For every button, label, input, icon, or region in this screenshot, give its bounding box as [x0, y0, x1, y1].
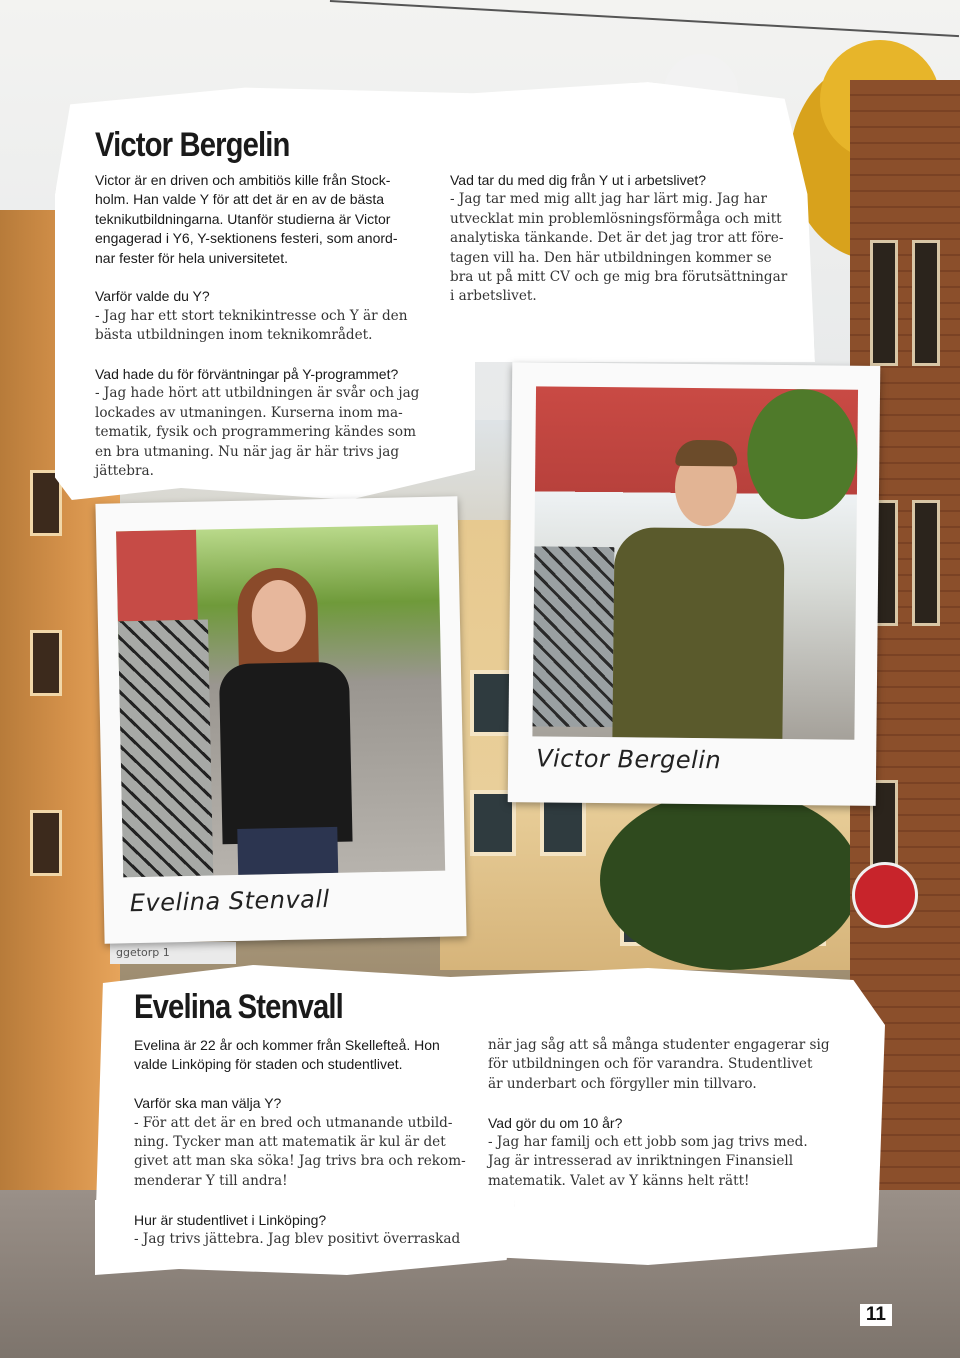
- evelina-intro-line: Evelina är 22 år och kommer från Skellefteå. Hon: [134, 1037, 440, 1053]
- victor-intro: [95, 171, 435, 268]
- tree-middle: [600, 790, 860, 970]
- evelina-answer-1-line: - För att det är en bred och utmanande utbild-: [134, 1114, 453, 1131]
- evelina-question-3: Vad gör du om 10 år?: [488, 1114, 623, 1131]
- victor-intro-line: engagerad i Y6, Y-sektionens festeri, som anord-: [95, 230, 398, 247]
- victor-answer-2-line: jättebra.: [95, 463, 154, 480]
- victor-intro-line: holm. Han valde Y för att det är en av de bästa: [95, 191, 384, 208]
- evelina-answer-1-line: givet att man ska söka! Jag trivs bra och rekom-: [134, 1153, 466, 1170]
- victor-intro-line: nar fester för hela universitetet.: [95, 249, 288, 266]
- evelina-polaroid: [95, 496, 466, 943]
- evelina-answer-2-line: - Jag trivs jättebra. Jag blev positivt överraskad: [134, 1231, 461, 1248]
- victor-answer-3-line: analytiska tänkande. Det är det jag tror att före-: [450, 230, 784, 247]
- trees: [747, 389, 858, 520]
- victor-answer-1-line: - Jag har ett stort teknikintresse och Y är den: [95, 307, 408, 324]
- victor-intro-line: Victor är en driven och ambitiös kille från Stock-: [95, 172, 391, 188]
- victor-answer-3-line: i arbetslivet.: [450, 288, 537, 305]
- victor-left-column: [95, 171, 435, 481]
- victor-answer-2-line: - Jag hade hört att utbildningen är svår och jag: [95, 385, 420, 402]
- bicycles: [533, 546, 615, 727]
- victor-question-2: Vad hade du för förväntningar på Y-programmet?: [95, 366, 399, 383]
- evelina-answer-2-continued-line: när jag såg att så många studenter engagerar sig: [488, 1037, 830, 1053]
- coca-cola-sign: [852, 862, 918, 928]
- evelina-question-2: Hur är studentlivet i Linköping?: [134, 1211, 327, 1228]
- victor-question-1: Varför valde du Y?: [95, 288, 210, 305]
- person-top: [219, 662, 353, 845]
- victor-answer-3-line: utvecklat min problemlösningsförmåga och mitt: [450, 210, 782, 227]
- evelina-answer-3-line: Jag är intresserad av inriktningen Finansiell: [488, 1153, 794, 1170]
- building: [116, 530, 198, 622]
- person-sweater: [612, 527, 784, 739]
- bicycles: [118, 620, 213, 878]
- evelina-right-column: [488, 1036, 833, 1191]
- evelina-intro-line: valde Linköping för staden och studentlivet.: [134, 1056, 403, 1073]
- victor-answer-3-line: tagen vill ha. Den här utbildningen kommer se: [450, 249, 772, 266]
- evelina-photo-caption: Evelina Stenvall: [129, 885, 330, 918]
- person-hair: [675, 440, 737, 467]
- evelina-answer-1-line: menderar Y till andra!: [134, 1172, 288, 1189]
- victor-photo: [532, 386, 858, 739]
- person-jeans: [237, 827, 338, 875]
- evelina-answer-2-continued-line: är underbart och förgyller min tillvaro.: [488, 1075, 757, 1092]
- evelina-name-heading: Evelina Stenvall: [134, 988, 343, 1026]
- victor-intro-line: teknikutbildningarna. Utanför studierna är Victor: [95, 210, 391, 227]
- victor-question-3: Vad tar du med dig från Y ut i arbetslivet?: [450, 172, 707, 188]
- evelina-answer-3-line: - Jag har familj och ett jobb som jag trivs med.: [488, 1134, 808, 1151]
- victor-name-heading: Victor Bergelin: [95, 126, 290, 164]
- evelina-photo: [116, 525, 445, 878]
- shop-sign-text: ggetorp 1: [116, 946, 170, 959]
- evelina-answer-2-continued-line: för utbildningen och för varandra. Studentlivet: [488, 1056, 813, 1073]
- victor-answer-1-line: bästa utbildningen inom teknikområdet.: [95, 327, 373, 344]
- evelina-left-column: [134, 1036, 474, 1249]
- evelina-intro: [134, 1036, 474, 1075]
- page-number: 11: [860, 1304, 892, 1326]
- victor-answer-2-line: en bra utmaning. Nu när jag är här trivs jag: [95, 443, 400, 460]
- victor-answer-3-line: bra ut på mitt CV och ge mig bra förutsättningar: [450, 269, 788, 286]
- victor-answer-2-line: lockades av utmaningen. Kurserna inom ma-: [95, 404, 403, 421]
- victor-polaroid: [508, 362, 881, 806]
- victor-answer-3-line: - Jag tar med mig allt jag har lärt mig. Jag har: [450, 191, 767, 208]
- victor-photo-caption: Victor Bergelin: [536, 744, 722, 775]
- victor-right-column: [450, 171, 795, 307]
- shop-sign: [110, 942, 236, 964]
- evelina-question-1: Varför ska man välja Y?: [134, 1095, 282, 1112]
- victor-answer-2-line: tematik, fysik och programmering kändes som: [95, 424, 416, 441]
- evelina-answer-1-line: ning. Tycker man att matematik är kul är det: [134, 1134, 446, 1151]
- evelina-answer-3-line: matematik. Valet av Y känns helt rätt!: [488, 1172, 750, 1189]
